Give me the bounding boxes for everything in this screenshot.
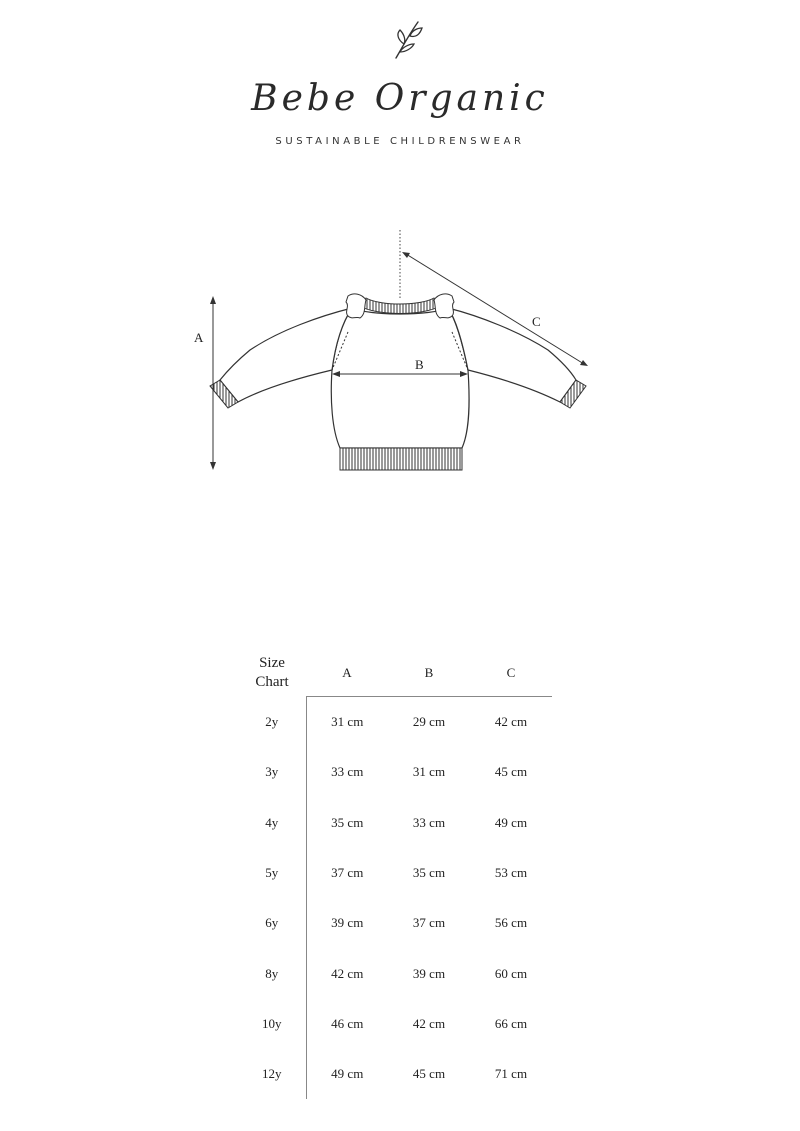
- sweater-measurement-diagram: [180, 220, 620, 500]
- size-label: 6y: [238, 898, 306, 948]
- right-ruffle: [434, 294, 454, 318]
- measurement-a: 42 cm: [331, 965, 364, 981]
- sweater-body: [331, 308, 469, 448]
- measurement-c: 42 cm: [494, 714, 528, 730]
- measurement-c: 53 cm: [494, 865, 528, 881]
- hem-rib: [340, 448, 462, 470]
- measurement-b: 39 cm: [412, 965, 446, 981]
- dimension-a-label: A: [194, 330, 204, 345]
- column-header-a: A: [306, 650, 388, 697]
- measurement-c: 56 cm: [494, 915, 528, 931]
- measurement-a: 37 cm: [331, 865, 364, 881]
- measurement-b: 37 cm: [412, 915, 446, 931]
- measurement-b: 29 cm: [412, 714, 446, 730]
- size-chart-table: [238, 650, 552, 1099]
- table-row: [238, 999, 552, 1049]
- column-header-c: C: [470, 650, 552, 697]
- measurement-a: 35 cm: [331, 814, 364, 830]
- table-row: [238, 848, 552, 898]
- table-row: [238, 747, 552, 797]
- size-label: 4y: [238, 798, 306, 848]
- measurement-a: 33 cm: [331, 764, 364, 780]
- measurement-a: 49 cm: [331, 1066, 364, 1082]
- collar-rib: [360, 298, 440, 314]
- measurement-a: 39 cm: [331, 915, 364, 931]
- size-label: 10y: [238, 999, 306, 1049]
- size-chart-header-row: [238, 650, 552, 697]
- table-row: [238, 798, 552, 848]
- leaf-icon: [388, 18, 428, 62]
- table-row: [238, 948, 552, 998]
- size-chart-title-line1: Size: [259, 655, 285, 672]
- measurement-b: 31 cm: [412, 764, 446, 780]
- measurement-a: 46 cm: [331, 1015, 364, 1031]
- dimension-c-label: C: [532, 314, 541, 329]
- size-label: 8y: [238, 948, 306, 998]
- measurement-c: 60 cm: [494, 965, 528, 981]
- table-row: [238, 697, 552, 748]
- left-ruffle: [346, 294, 366, 318]
- measurement-c: 45 cm: [494, 764, 528, 780]
- measurement-c: 66 cm: [494, 1015, 528, 1031]
- table-row: [238, 1049, 552, 1099]
- size-label: 12y: [238, 1049, 306, 1099]
- size-label: 3y: [238, 747, 306, 797]
- measurement-c: 71 cm: [494, 1066, 528, 1082]
- brand-name: Bebe Organic: [251, 78, 549, 119]
- column-header-b: B: [388, 650, 470, 697]
- measurement-b: 33 cm: [412, 814, 446, 830]
- measurement-c: 49 cm: [494, 814, 528, 830]
- measurement-b: 42 cm: [412, 1015, 446, 1031]
- size-label: 2y: [238, 697, 306, 748]
- size-chart-title: [238, 650, 306, 697]
- size-label: 5y: [238, 848, 306, 898]
- measurement-b: 45 cm: [412, 1066, 446, 1082]
- brand-tagline: SUSTAINABLE CHILDRENSWEAR: [275, 136, 525, 147]
- dimension-b-label: B: [415, 357, 424, 372]
- measurement-a: 31 cm: [331, 714, 364, 730]
- measurement-b: 35 cm: [412, 865, 446, 881]
- table-row: [238, 898, 552, 948]
- size-chart-title-line2: Chart: [255, 674, 289, 691]
